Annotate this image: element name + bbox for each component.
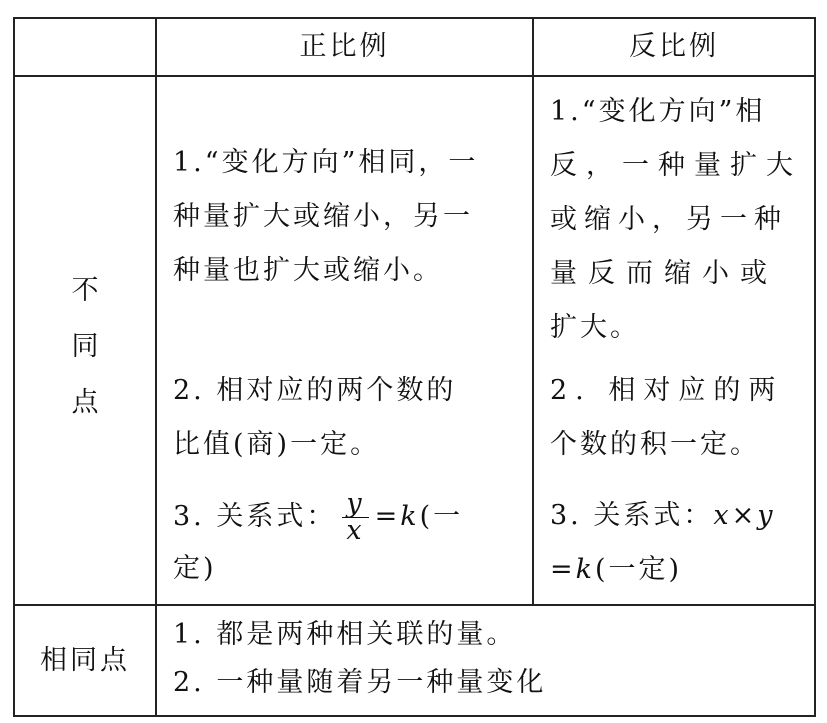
inverse-formula-line-1: [550, 489, 812, 543]
inverse-formula-prefix: 3. 关系式：: [550, 500, 714, 531]
col-divider-2: [532, 19, 534, 606]
differences-label-char-1: 不: [71, 275, 99, 306]
inverse-formula-y: y: [757, 500, 776, 531]
inverse-item-1: [550, 85, 812, 355]
fraction-numerator: y: [342, 491, 368, 518]
inverse-formula-times: ×: [731, 500, 758, 531]
direct-formula-tail: (一: [419, 501, 464, 532]
inverse-formula-equals: =: [550, 554, 576, 585]
direct-item-2: [173, 364, 528, 472]
inverse-formula-tail: (一定): [595, 554, 683, 585]
similarities-label: 相同点: [40, 645, 130, 676]
direct-item-1: [173, 136, 528, 298]
similarities-content: [173, 611, 803, 707]
inverse-item-2-line-1: 2. 相对应的两: [550, 375, 784, 406]
direct-item-3: [173, 487, 528, 591]
differences-label: [65, 263, 105, 431]
header-direct-proportion: 正比例: [299, 31, 390, 62]
direct-item-2-line-1: 2. 相对应的两个数的: [173, 375, 457, 406]
direct-formula-end: 定): [173, 553, 217, 584]
comparison-table: [13, 17, 816, 717]
direct-item-1-line-1: 1.“变化方向”相同，一: [173, 147, 479, 178]
similarity-item-1: 1. 都是两种相关联的量。: [173, 619, 517, 650]
direct-item-1-line-3: 种量也扩大或缩小。: [173, 255, 443, 286]
inverse-item-1-line-2: 反，一种量扩大: [550, 150, 802, 181]
header-inverse-proportion: 反比例: [629, 31, 719, 62]
direct-formula-k: k: [400, 501, 420, 532]
differences-label-char-3: 点: [71, 387, 99, 418]
row-divider-header: [15, 75, 814, 77]
direct-formula-line: [173, 487, 528, 547]
inverse-item-2-line-2: 个数的积一定。: [550, 429, 760, 460]
inverse-item-2: [550, 364, 812, 472]
direct-item-2-line-2: 比值(商)一定。: [173, 429, 381, 460]
inverse-formula-k: k: [575, 554, 595, 585]
similarity-item-2: 2. 一种量随着另一种量变化: [173, 667, 547, 698]
inverse-formula-line-2: [550, 543, 812, 597]
direct-formula-prefix: 3. 关系式：: [173, 501, 337, 532]
inverse-item-1-line-1: 1.“变化方向”相: [550, 96, 766, 127]
inverse-item-1-line-4: 量反而缩小或: [550, 258, 778, 289]
inverse-item-1-line-3: 或缩小，另一种: [550, 204, 788, 235]
differences-label-char-2: 同: [71, 331, 99, 362]
col-divider-1: [155, 19, 157, 715]
direct-item-1-line-2: 种量扩大或缩小，另一: [173, 201, 473, 232]
direct-formula-equals: =: [374, 501, 401, 532]
inverse-formula-x: x: [713, 500, 732, 531]
direct-formula-fraction: [342, 487, 368, 546]
inverse-item-1-line-5: 扩大。: [550, 312, 640, 343]
fraction-denominator: x: [346, 514, 365, 546]
inverse-item-3: [550, 489, 812, 597]
